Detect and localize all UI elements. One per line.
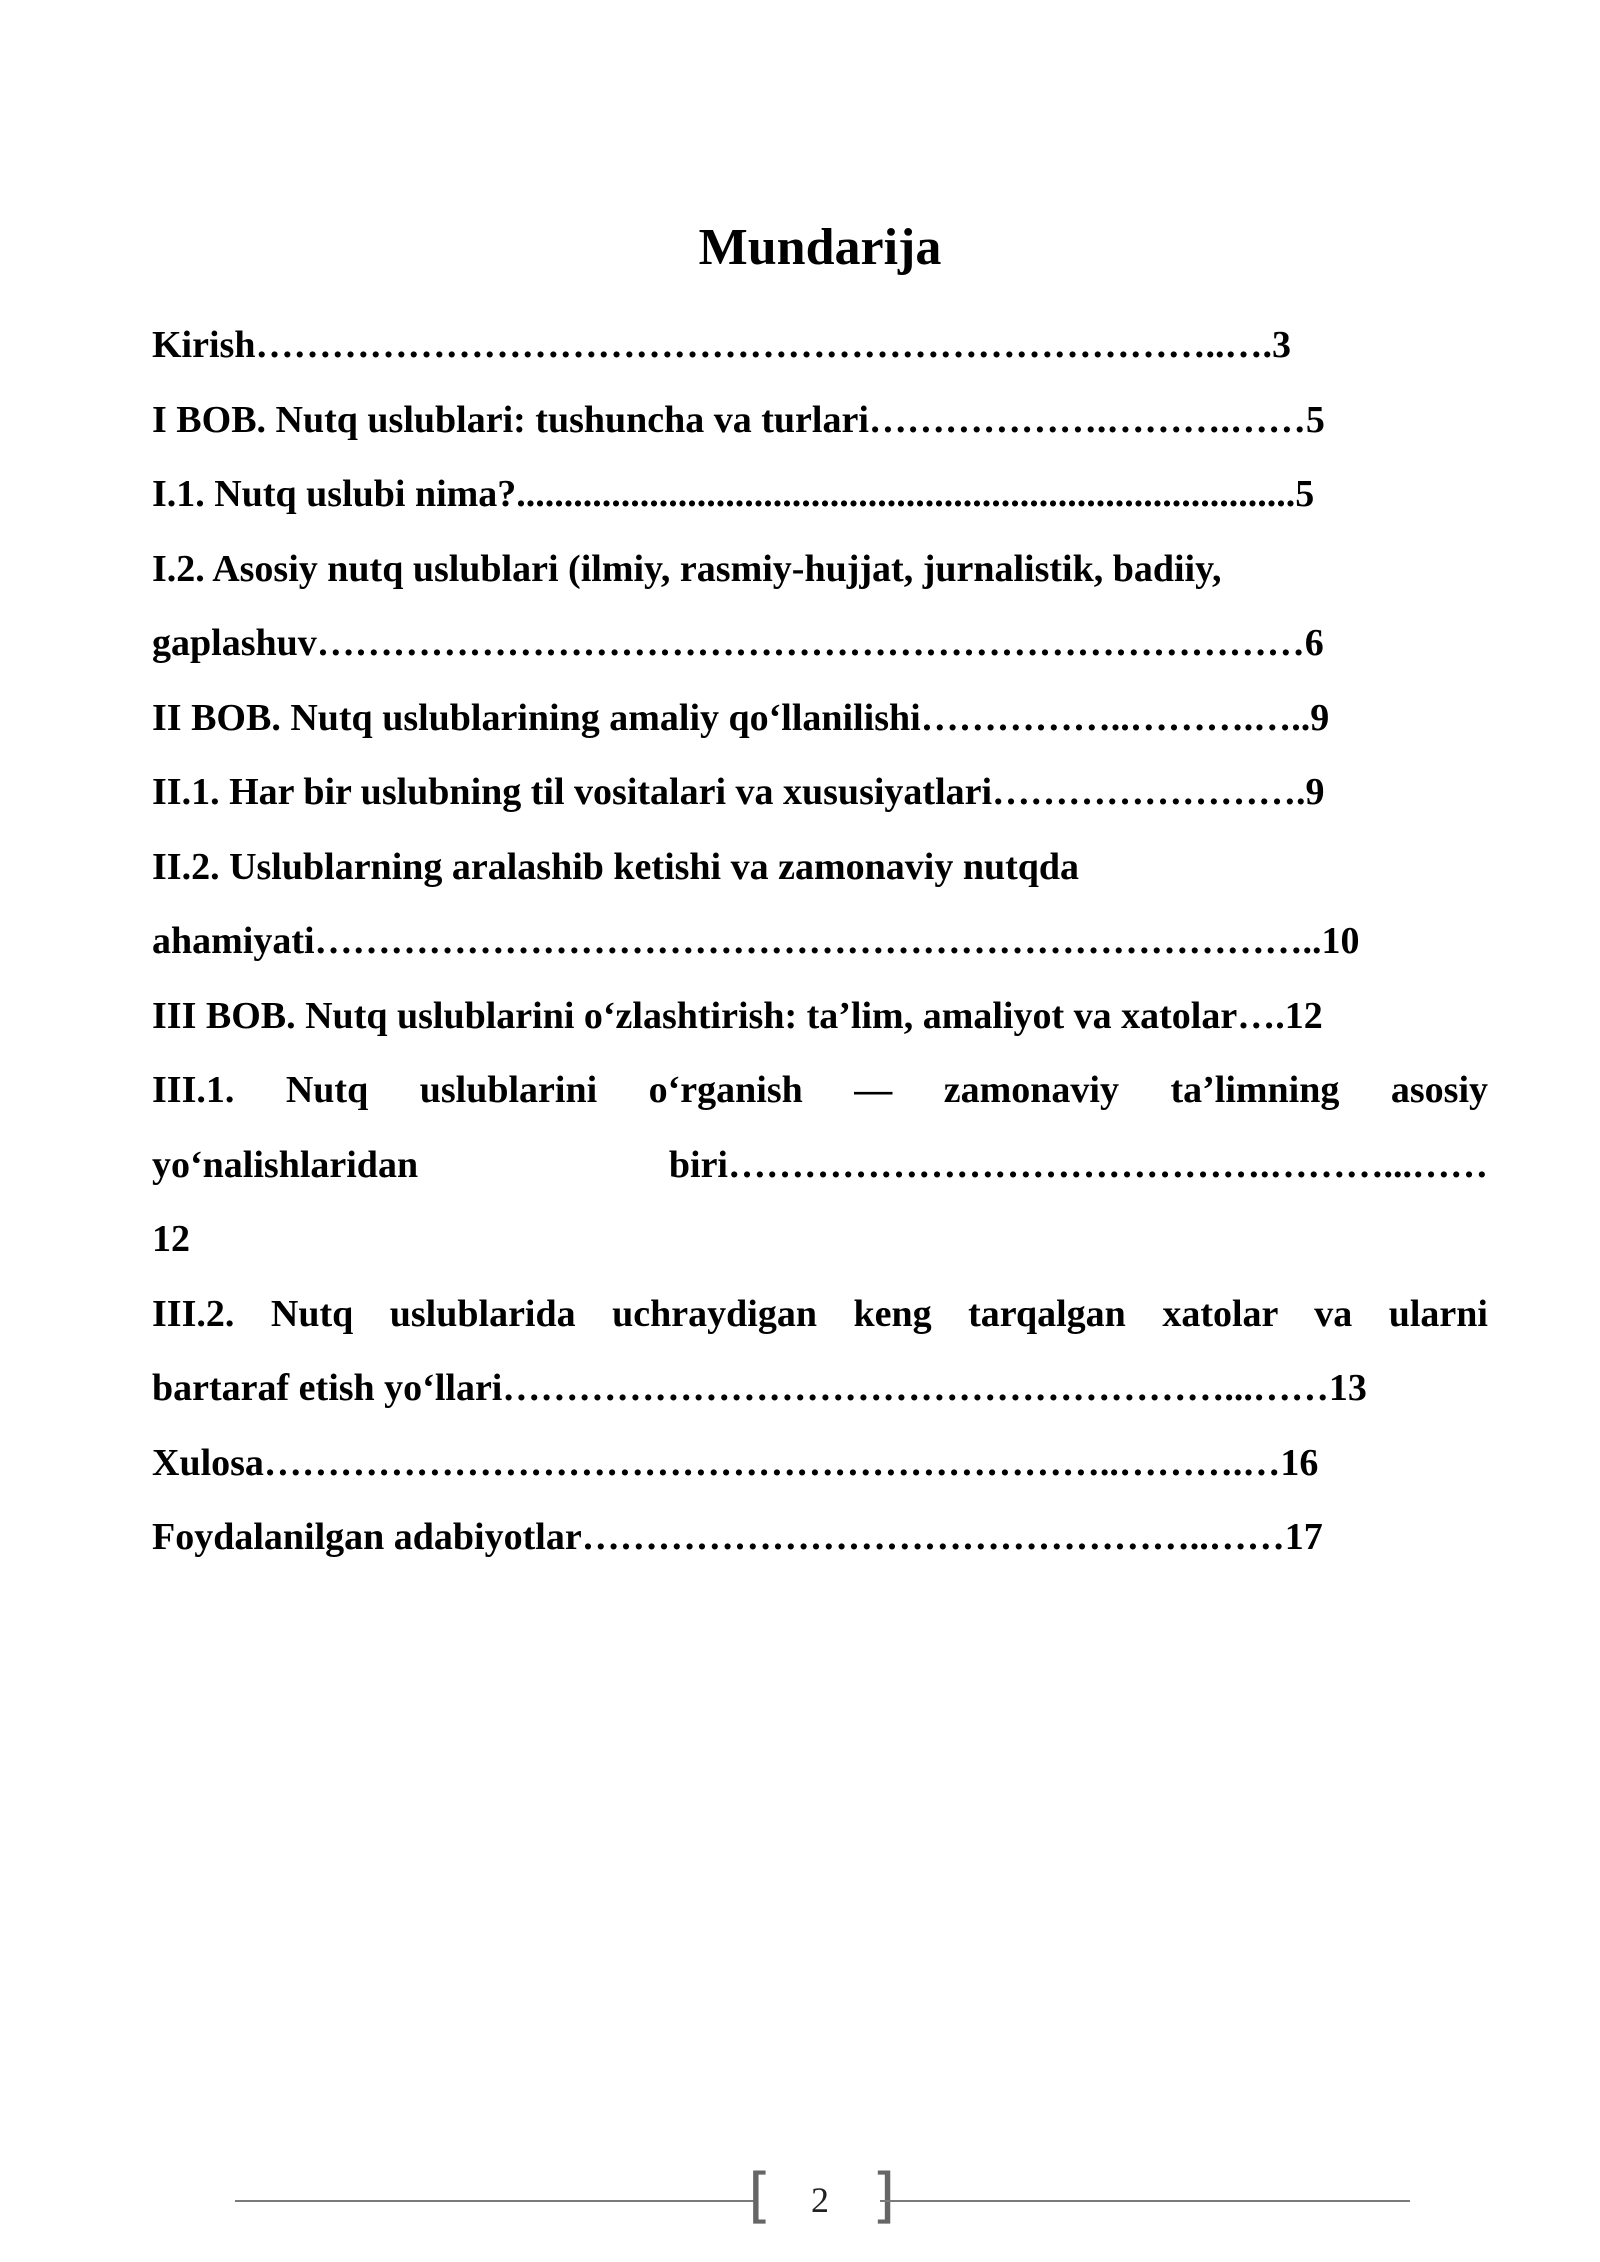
toc-entry-bob-2: II BOB. Nutq uslublarining amaliy qo‘llanilishi……………..……….…..9 [152,696,1330,739]
page-number: 2 [811,2180,829,2220]
toc-entry-bob-1-1: I.1. Nutq uslubi nima?..................................................................................5 [152,473,1315,515]
toc-entry-xulosa: Xulosa…………………………………………………………..……….…16 [152,1441,1319,1484]
page-title: Mundarija [698,219,942,276]
toc-entry-bob-3-2-b: bartaraf etish yo‘llari…………………………………………………...……13 [152,1367,1367,1409]
toc-entry-bob-1-2-b: gaplashuv……………………………………………………………………6 [152,622,1324,664]
footer-rule-right [880,2200,1410,2202]
toc-entry-bob-3: III BOB. Nutq uslublarini o‘zlashtirish: ta’lim, amaliyot va xatolar….12 [152,994,1323,1037]
toc-entry-adabiyotlar: Foydalanilgan adabiyotlar…………………………………………..……17 [152,1516,1323,1558]
toc-entry-bob-2-1: II.1. Har bir uslubning til vositalari va xususiyatlari…………………….9 [152,771,1325,813]
page-footer [0,2160,1600,2240]
toc-entry-bob-1-2-a: I.2. Asosiy nutq uslublari (ilmiy, rasmiy-hujjat, jurnalistik, badiiy, [152,547,1222,590]
toc-entry-bob-3-2-a: III.2. Nutq uslublarida uchraydigan keng tarqalgan xatolar va ularni [152,1292,1488,1335]
toc-entry-bob-3-1-a: III.1. Nutq uslublarini o‘rganish — zamonaviy ta’limning asosiy [152,1069,1488,1111]
toc-entry-kirish: Kirish…………………………………………………………………..….3 [152,324,1291,366]
toc-entry-bob-2-2-b: ahamiyati……………………………………………………………………..10 [152,920,1360,962]
toc-entry-bob-2-2-a: II.2. Uslublarning aralashib ketishi va zamonaviy nutqda [152,845,1080,888]
left-bracket-icon: [ [748,2161,772,2231]
table-of-contents [152,308,1488,1575]
footer-rule-left [235,2200,755,2202]
right-bracket-icon: ] [872,2161,896,2231]
toc-entry-bob-3-1-b: yo‘nalishlaridan biri…………………………………….………...…… [152,1143,1488,1186]
toc-entry-bob-3-1-c: 12 [152,1218,190,1260]
toc-entry-bob-1: I BOB. Nutq uslublari: tushuncha va turlari……………….……….……5 [152,398,1325,441]
